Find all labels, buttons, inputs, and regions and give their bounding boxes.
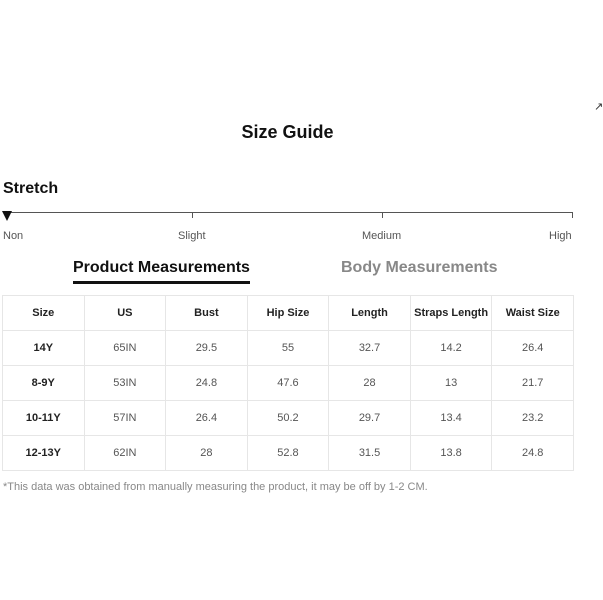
stretch-pointer-icon — [2, 211, 12, 221]
tab-body-measurements[interactable] — [341, 259, 498, 277]
header-us: US — [84, 296, 166, 331]
cell-size: 12-13Y — [3, 436, 85, 471]
stretch-level-high: High — [549, 230, 572, 242]
stretch-level-non: Non — [3, 230, 24, 242]
cell-bust: 24.8 — [166, 366, 248, 401]
stretch-scale-line — [3, 212, 572, 213]
page-title: Size Guide — [241, 122, 334, 142]
table-row — [3, 366, 574, 401]
cell-bust: 29.5 — [166, 331, 248, 366]
cell-bust: 26.4 — [166, 401, 248, 436]
cell-size: 8-9Y — [3, 366, 85, 401]
cell-length: 29.7 — [329, 401, 411, 436]
stretch-level-medium: Medium — [362, 230, 402, 242]
stretch-tick-slight — [192, 212, 193, 218]
cell-straps-length: 14.2 — [410, 331, 492, 366]
stretch-label: Stretch — [3, 180, 59, 197]
size-table — [2, 295, 574, 471]
cell-bust: 28 — [166, 436, 248, 471]
header-hip-size: Hip Size — [247, 296, 329, 331]
table-row — [3, 436, 574, 471]
measurement-note: *This data was obtained from manually measuring the product, it may be off by 1-2 CM. — [3, 481, 428, 493]
tab-product-measurements-label: Product Measurements — [73, 259, 250, 276]
stretch-level-slight: Slight — [178, 230, 206, 242]
cell-us: 65IN — [84, 331, 166, 366]
cell-us: 53IN — [84, 366, 166, 401]
header-length: Length — [329, 296, 411, 331]
cell-hip-size: 47.6 — [247, 366, 329, 401]
tab-body-measurements-label: Body Measurements — [341, 259, 498, 276]
cell-hip-size: 55 — [247, 331, 329, 366]
cell-size: 10-11Y — [3, 401, 85, 436]
cell-waist-size: 23.2 — [492, 401, 574, 436]
cell-straps-length: 13 — [410, 366, 492, 401]
active-tab-underline — [73, 281, 250, 284]
cell-waist-size: 21.7 — [492, 366, 574, 401]
cell-length: 28 — [329, 366, 411, 401]
header-waist-size: Waist Size — [492, 296, 574, 331]
cell-size: 14Y — [3, 331, 85, 366]
cell-hip-size: 52.8 — [247, 436, 329, 471]
cell-us: 57IN — [84, 401, 166, 436]
table-row — [3, 401, 574, 436]
cell-straps-length: 13.8 — [410, 436, 492, 471]
cell-hip-size: 50.2 — [247, 401, 329, 436]
header-size: Size — [3, 296, 85, 331]
corner-arrow-icon: ↗ — [594, 101, 603, 113]
header-straps-length: Straps Length — [410, 296, 492, 331]
cell-length: 31.5 — [329, 436, 411, 471]
cell-waist-size: 26.4 — [492, 331, 574, 366]
header-bust: Bust — [166, 296, 248, 331]
table-row — [3, 331, 574, 366]
cell-us: 62IN — [84, 436, 166, 471]
table-header-row — [3, 296, 574, 331]
stretch-tick-high — [572, 212, 573, 218]
cell-straps-length: 13.4 — [410, 401, 492, 436]
cell-length: 32.7 — [329, 331, 411, 366]
tab-product-measurements[interactable] — [73, 259, 250, 277]
stretch-tick-medium — [382, 212, 383, 218]
cell-waist-size: 24.8 — [492, 436, 574, 471]
